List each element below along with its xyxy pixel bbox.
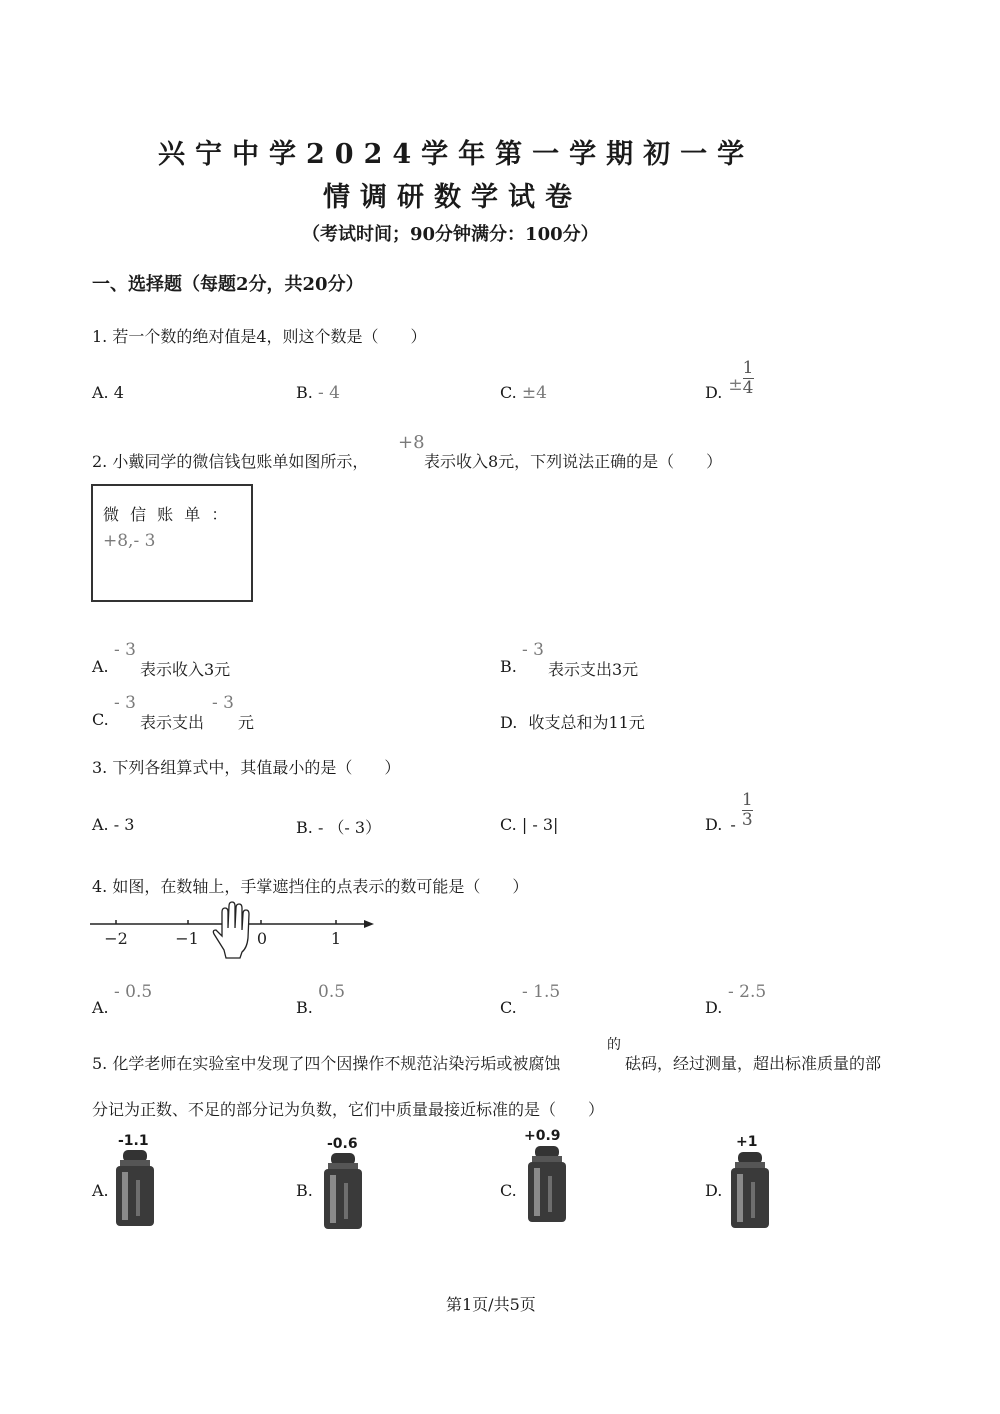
q4-option-b-value: 0.5 [318, 982, 346, 1002]
weight-icon-b [320, 1153, 366, 1233]
exam-info: （考试时间；90分钟满分：100分） [302, 224, 599, 245]
q5-weight-a-label: -1.1 [118, 1133, 149, 1149]
tick-label: 1 [330, 929, 342, 948]
q5-weight-b-label: -0.6 [327, 1136, 358, 1152]
number-line-arrow [364, 920, 374, 928]
q1-option-b[interactable] [296, 383, 340, 403]
q2-option-c-mark: - 3 [114, 693, 136, 713]
q1-option-d[interactable] [705, 355, 754, 402]
q4-option-a-label[interactable]: A. [92, 998, 109, 1017]
fraction-numerator: 1 [741, 790, 753, 810]
tick-label: −2 [104, 929, 128, 948]
exam-title-line2: 情调研数学试卷 [323, 182, 582, 213]
question-2-mark: +8 [398, 432, 425, 453]
option-value: ±4 [521, 383, 547, 403]
weight-icon-c [524, 1146, 570, 1226]
q4-option-d-value: - 2.5 [728, 982, 767, 1002]
option-value: 4 [113, 383, 124, 402]
option-text: 收支总和为11元 [528, 713, 645, 732]
question-5-superscript: 的 [607, 1037, 621, 1053]
q5-option-d-label[interactable]: D. [705, 1181, 723, 1200]
question-5-stem-line1-start: 5. 化学老师在实验室中发现了四个因操作不规范沾染污垢或被腐蚀 [92, 1054, 561, 1073]
q5-option-a-label[interactable]: A. [92, 1181, 109, 1200]
q1-option-a[interactable] [92, 383, 124, 402]
q3-option-d[interactable] [705, 787, 753, 834]
tick-label: 0 [256, 929, 268, 948]
q2-option-b-mark: - 3 [522, 640, 544, 660]
q3-option-c[interactable] [500, 815, 558, 834]
section-heading: 一、选择题（每题2分，共20分） [92, 274, 364, 295]
option-label: C. [500, 815, 517, 834]
fraction-denominator: 4 [742, 378, 754, 398]
q2-option-a-text: 表示收入3元 [140, 660, 231, 679]
fraction [743, 359, 754, 398]
option-prefix: ± [728, 374, 743, 395]
question-2-stem-start: 2. 小戴同学的微信钱包账单如图所示， [92, 452, 369, 471]
number-line [88, 900, 388, 960]
option-value: - 3 [113, 815, 135, 834]
q2-option-c-text2: 元 [238, 713, 255, 732]
q2-option-c-label[interactable]: C. [92, 710, 109, 729]
q3-option-a[interactable] [92, 815, 134, 834]
q2-option-c-text: 表示支出 [140, 713, 205, 732]
option-label: A. [92, 383, 109, 402]
option-label: D. [500, 713, 518, 732]
option-value: | - 3| [521, 815, 559, 834]
question-3-stem: 3. 下列各组算式中，其值最小的是（ ） [92, 758, 401, 777]
q4-option-a-value: - 0.5 [114, 982, 153, 1002]
exam-title-line1: 兴宁中学2024学年第一学期初一学 [158, 139, 755, 170]
q2-option-d[interactable] [500, 710, 645, 733]
q5-option-b-label[interactable]: B. [296, 1181, 313, 1200]
q1-option-c[interactable] [500, 383, 547, 403]
q5-option-c-label[interactable]: C. [500, 1181, 517, 1200]
tick-label: −1 [175, 929, 199, 948]
option-value: - （- 3） [317, 818, 382, 837]
option-label: D. [705, 383, 723, 402]
option-label: D. [705, 815, 723, 834]
weight-icon-a [112, 1150, 158, 1230]
q3-option-b[interactable] [296, 815, 381, 838]
bill-values: +8,- 3 [103, 531, 156, 551]
option-label: B. [296, 818, 313, 837]
q4-option-d-label[interactable]: D. [705, 998, 723, 1017]
question-5-stem-line1-end: 砝码，经过测量，超出标准质量的部 [625, 1054, 882, 1073]
option-prefix: - [730, 815, 736, 834]
hand-icon [213, 902, 249, 958]
q2-option-a-label[interactable]: A. [92, 657, 109, 676]
option-value: - 4 [317, 383, 340, 403]
q4-option-c-label[interactable]: C. [500, 998, 517, 1017]
q4-option-b-label[interactable]: B. [296, 998, 313, 1017]
q2-option-c-mark2: - 3 [212, 693, 234, 713]
q2-option-b-text: 表示支出3元 [548, 660, 639, 679]
question-4-stem: 4. 如图，在数轴上，手掌遮挡住的点表示的数可能是（ ） [92, 877, 529, 896]
fraction-denominator: 3 [741, 810, 753, 830]
option-label: C. [500, 383, 517, 402]
option-label: A. [92, 815, 109, 834]
question-2-stem-end: 表示收入8元，下列说法正确的是（ ） [424, 452, 723, 471]
bill-title: 微 信 账 单 ： [103, 505, 231, 524]
q2-option-a-mark: - 3 [114, 640, 136, 660]
fraction [742, 791, 753, 830]
q4-option-c-value: - 1.5 [522, 982, 561, 1002]
option-label: B. [296, 383, 313, 402]
page-footer: 第1页/共5页 [446, 1295, 536, 1314]
q2-option-b-label[interactable]: B. [500, 657, 517, 676]
q5-weight-d-label: +1 [736, 1134, 758, 1150]
q5-weight-c-label: +0.9 [524, 1128, 561, 1144]
question-1-stem: 1. 若一个数的绝对值是4，则这个数是（ ） [92, 327, 427, 346]
question-5-stem-line2: 分记为正数、不足的部分记为负数，它们中质量最接近标准的是（ ） [92, 1100, 605, 1119]
weight-icon-d [727, 1152, 773, 1232]
fraction-numerator: 1 [742, 358, 754, 378]
